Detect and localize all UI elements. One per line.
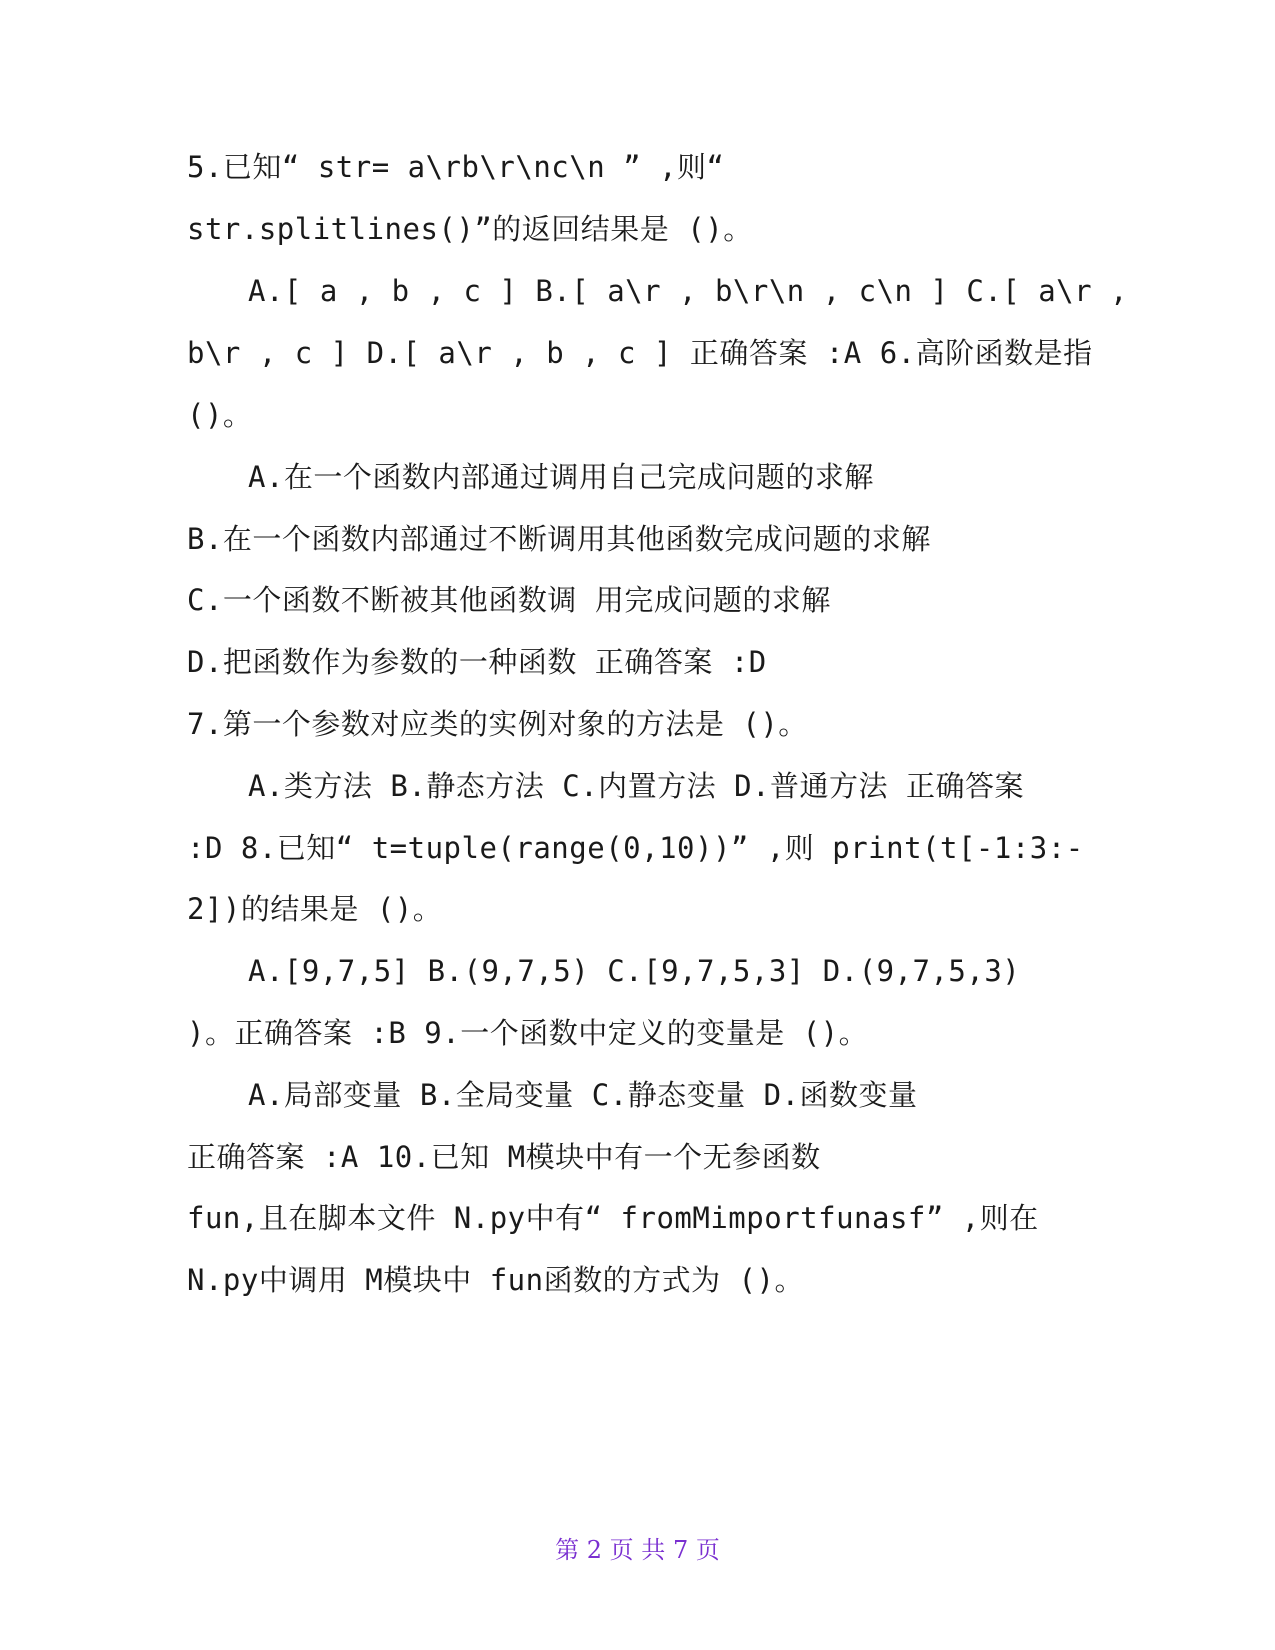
text-line: 5.已知“ str= a\rb\r\nc\n ” ,则“ xyxy=(187,150,725,184)
text-line: 7.第一个参数对应类的实例对象的方法是 ()。 xyxy=(187,707,808,741)
text-line: A.[ a , b , c ] B.[ a\r , b\r\n , c\n ] C.[ a\r , xyxy=(248,274,1129,308)
text-line: :D 8.已知“ t=tuple(range(0,10))” ,则 print(t[-1:3:- xyxy=(187,831,1084,865)
text-line: C.一个函数不断被其他函数调 用完成问题的求解 xyxy=(187,583,831,617)
text-line: 正确答案 :A 10.已知 M模块中有一个无参函数 xyxy=(187,1140,821,1174)
text-line: B.在一个函数内部通过不断调用其他函数完成问题的求解 xyxy=(187,522,931,556)
text-line: )。正确答案 :B 9.一个函数中定义的变量是 ()。 xyxy=(187,1016,869,1050)
text-line: fun,且在脚本文件 N.py中有“ fromMimportfunasf” ,则在 xyxy=(187,1201,1039,1235)
text-line: A.类方法 B.静态方法 C.内置方法 D.普通方法 正确答案 xyxy=(248,769,1025,803)
text-line: b\r , c ] D.[ a\r , b , c ] 正确答案 :A 6.高阶函数是指 xyxy=(187,336,1093,370)
text-line: 2])的结果是 ()。 xyxy=(187,892,443,926)
text-line: A.[9,7,5] B.(9,7,5) C.[9,7,5,3] D.(9,7,5,3) xyxy=(248,954,1021,988)
text-line: N.py中调用 M模块中 fun函数的方式为 ()。 xyxy=(187,1263,804,1297)
text-line: str.splitlines()”的返回结果是 ()。 xyxy=(187,212,753,246)
text-line: D.把函数作为参数的一种函数 正确答案 :D xyxy=(187,645,767,679)
text-line: A.局部变量 B.全局变量 C.静态变量 D.函数变量 xyxy=(248,1078,918,1112)
text-line: ()。 xyxy=(187,398,253,432)
page-number-footer: 第 2 页 共 7 页 xyxy=(555,1536,720,1564)
text-line: A.在一个函数内部通过调用自己完成问题的求解 xyxy=(248,460,874,494)
